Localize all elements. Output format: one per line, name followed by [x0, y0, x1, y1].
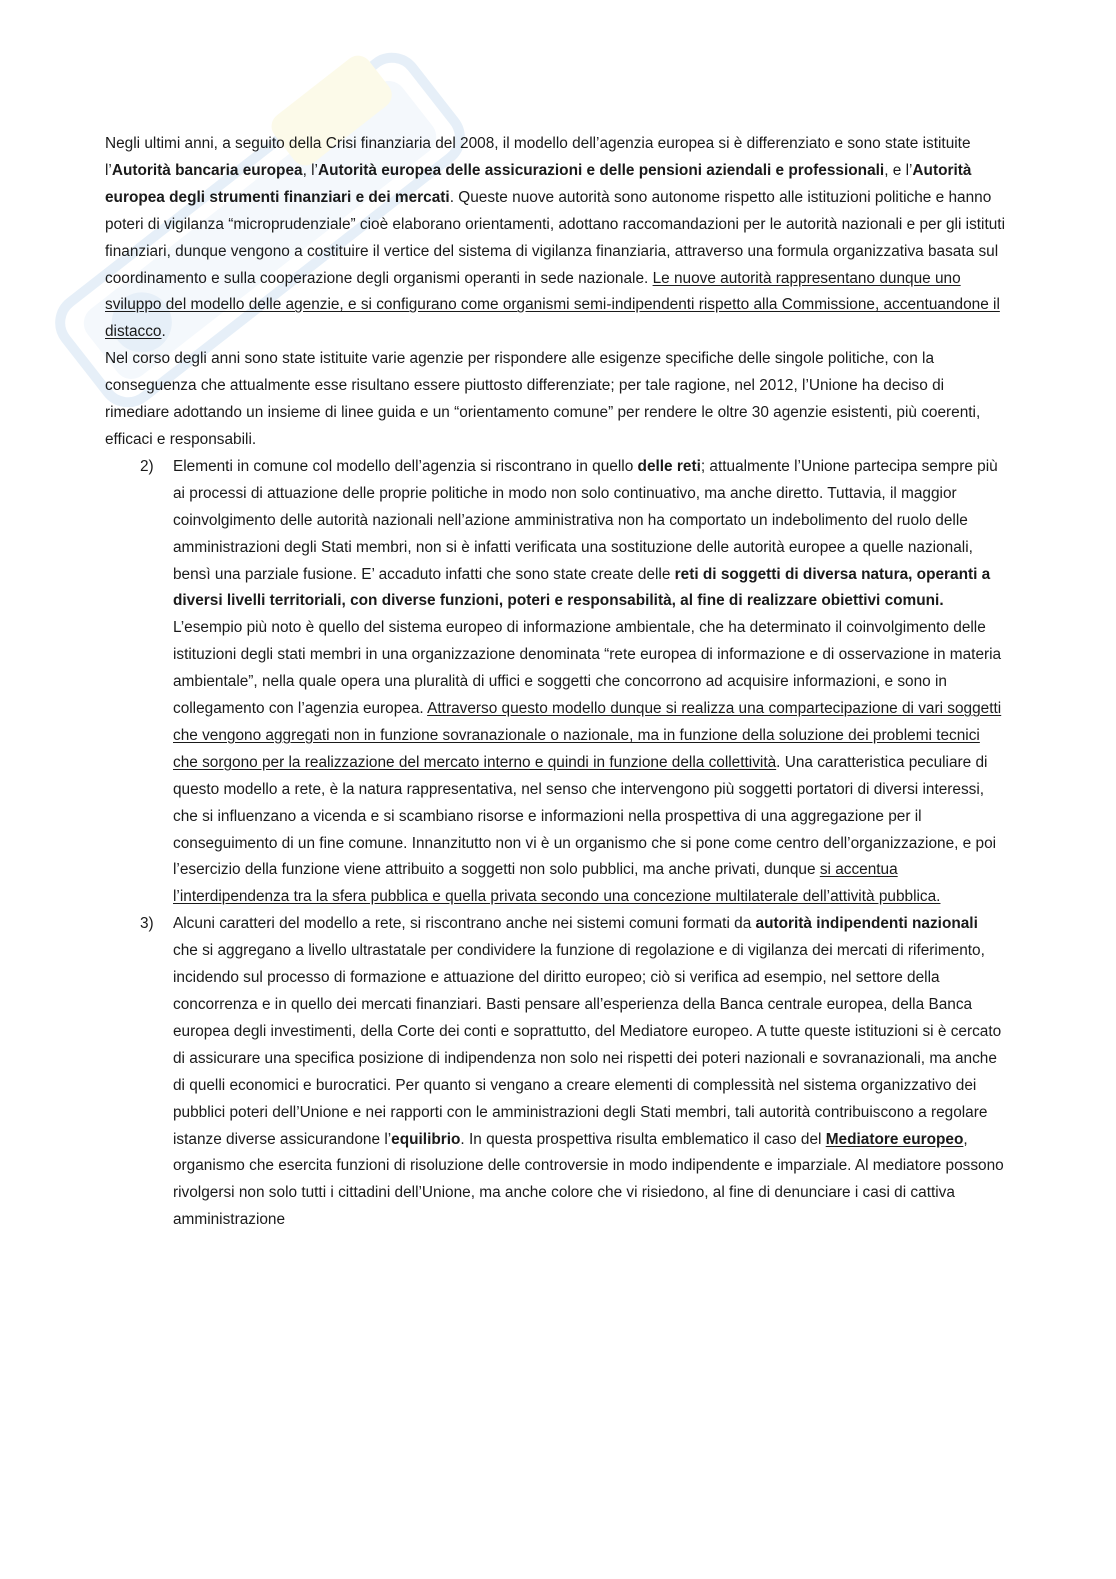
text-segment: Negli ultimi anni, a seguito della Crisi finanziaria del 2008, il modello dell’agenzia europea si è differenziato e sono state istituite l’	[105, 135, 971, 179]
text-segment: Elementi in comune col modello dell’agenzia si riscontrano in quello	[173, 457, 638, 475]
bold-text: delle reti	[637, 457, 701, 475]
numbered-list	[105, 454, 1005, 1234]
bold-text: Autorità europea delle assicurazioni e delle pensioni aziendali e professionali	[317, 161, 885, 179]
paragraph	[105, 346, 1005, 454]
list-item	[105, 454, 1005, 911]
text-segment: . In questa prospettiva risulta emblematico il caso del	[460, 1130, 826, 1148]
text-segment: , l’	[302, 161, 318, 179]
bold-text: reti di soggetti di diversa natura, operanti a diversi livelli territoriali, con diverse funzioni, poteri e responsabilità, al fine di realizzare obiettivi comuni.	[173, 565, 991, 610]
paragraphs	[105, 131, 1005, 454]
bold-text: Autorità europea degli strumenti finanziari e dei mercati	[105, 161, 972, 206]
paragraph	[105, 131, 1005, 346]
bold-underlined-text: Mediatore europeo	[825, 1130, 964, 1148]
list-item-text	[173, 458, 1001, 906]
text-segment: .	[161, 323, 166, 341]
underlined-text: si accentua l’interdipendenza tra la sfera pubblica e quella privata secondo una concezione multilaterale dell’attività pubblica.	[173, 861, 941, 906]
underlined-text: Attraverso questo modello dunque si realizza una compartecipazione di vari soggetti che vengono aggregati non in funzione sovranazionale o nazionale, ma in funzione della soluzione dei problemi tecnici che sorgono per la realizzazione del mercato interno e quindi in funzione della collettività	[173, 700, 1002, 771]
text-segment: Nel corso degli anni sono state istituite varie agenzie per rispondere alle esigenze specifiche delle singole politiche, con la conseguenza che attualmente esse risultano essere piuttosto differenziate; per tale ragione, nel 2012, l’Unione ha deciso di rimediare adottando un insieme di linee guida e un “orientamento comune” per rendere le oltre 30 agenzie esistenti, più coerenti, efficaci e responsabili.	[105, 350, 981, 448]
text-segment: , e l’	[884, 161, 913, 179]
list-item-text	[173, 915, 1004, 1228]
text-segment: Alcuni caratteri del modello a rete, si riscontrano anche nei sistemi comuni formati da	[173, 915, 756, 933]
list-item-number: 3)	[140, 915, 154, 933]
text-segment: . Una caratteristica peculiare di questo modello a rete, è la natura rappresentativa, nel senso che intervengono più soggetti portatori di diversi interessi, che si influenzano a vicenda e si scambiano risorse e informazioni nella prospettiva di una aggregazione per il conseguimento di un fine comune. Innanzitutto non vi è un organismo che si pone come centro dell’organizzazione, e poi l’esercizio della funzione viene attribuito a soggetti non solo pubblici, ma anche privati, dunque	[173, 753, 997, 879]
list-item-number: 2)	[140, 457, 154, 475]
text-segment: L’esempio più noto è quello del sistema europeo di informazione ambientale, che ha determinato il coinvolgimento delle istituzioni degli stati membri in una organizzazione denominata “rete europea di informazione e di osservazione in materia ambientale”, nella quale opera una pluralità di uffici e soggetti che concorrono ad acquisire informazioni, e sono in collegamento con l’agenzia europea.	[173, 619, 1002, 718]
text-segment: ; attualmente l’Unione partecipa sempre più ai processi di attuazione delle proprie politiche in modo non solo continuativo, ma anche diretto. Tuttavia, il maggior coinvolgimento delle autorità nazionali nell’azione amministrativa non ha comportato un indebolimento del ruolo delle amministrazioni degli Stati membri, non si è infatti verificata una sostituzione delle autorità europee a quelle nazionali, bensì una parziale fusione. E’ accaduto infatti che sono state create delle	[173, 457, 998, 583]
list-item	[105, 911, 1005, 1234]
text-segment: , organismo che esercita funzioni di risoluzione delle controversie in modo indipendente e imparziale. Al mediatore possono rivolgersi non solo tutti i cittadini dell’Unione, ma anche colore che vi risiedono, al fine di denunciare i casi di cattiva amministrazione	[173, 1130, 1004, 1229]
underlined-text: Le nuove autorità rappresentano dunque uno sviluppo del modello delle agenzie, e si configurano come organismi semi-indipendenti rispetto alla Commissione, accentuandone il distacco	[105, 269, 1000, 341]
bold-text: equilibrio	[391, 1130, 461, 1148]
document-body	[105, 131, 1005, 1234]
bold-text: autorità indipendenti nazionali	[755, 915, 978, 933]
text-segment: che si aggregano a livello ultrastatale per condividere la funzione di regolazione e di vigilanza dei mercati di riferimento, incidendo sul processo di formazione e attuazione del diritto europeo; ciò si verifica ad esempio, nel settore della concorrenza e in quello dei mercati finanziari. Basti pensare all’esperienza della Banca centrale europea, della Banca europea degli investimenti, della Corte dei conti e soprattutto, del Mediatore europeo. A tutte queste istituzioni si è cercato di assicurare una specifica posizione di indipendenza non solo nei rispetti dei poteri nazionali e sovranazionali, ma anche di quelli economici e burocratici. Per quanto si vengano a creare elementi di complessità nel sistema organizzativo dei pubblici poteri dell’Unione e nei rapporti con le amministrazioni degli Stati membri, tali autorità contribuiscono a regolare istanze diverse assicurandone l’	[173, 942, 1002, 1148]
bold-text: Autorità bancaria europea	[111, 161, 303, 179]
text-segment: . Queste nuove autorità sono autonome rispetto alle istituzioni politiche e hanno poteri di vigilanza “microprudenziale” cioè elaborano orientamenti, adottano raccomandazioni per le autorità nazionali e per gli istituti finanziari, dunque vengono a costituire il vertice del sistema di vigilanza finanziaria, attraverso una formula organizzativa basata sul coordinamento e sulla cooperazione degli organismi operanti in sede nazionale.	[105, 188, 1005, 287]
